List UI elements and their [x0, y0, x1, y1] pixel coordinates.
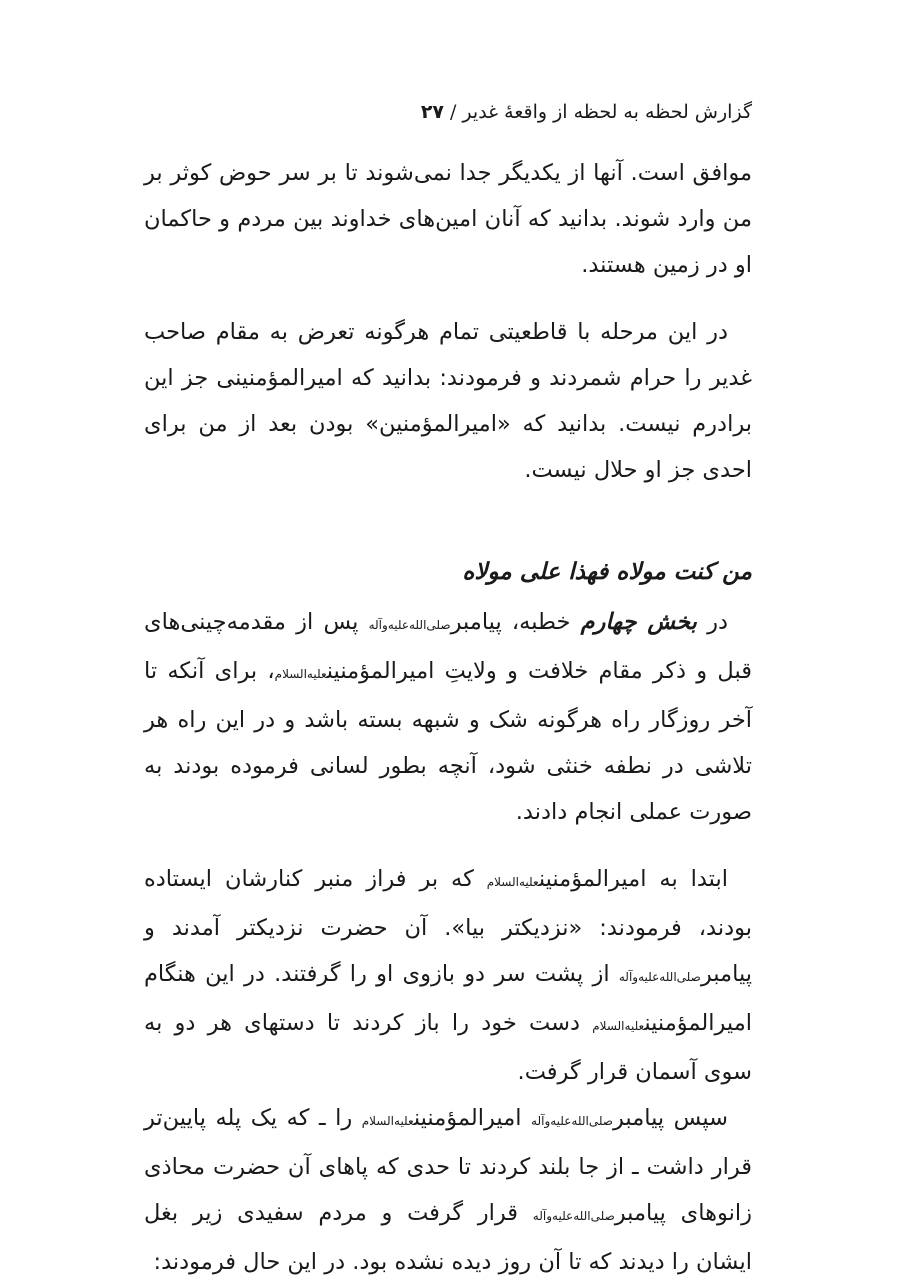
p5-text-b: امیرالمؤمنین [413, 1105, 522, 1131]
honorific: علیه‌السلام [274, 667, 327, 681]
paragraph-3 [144, 599, 752, 835]
paragraph-5 [144, 1095, 752, 1285]
p3-text-a: در [707, 609, 728, 635]
p5-text-a: سپس پیامبر [612, 1105, 728, 1131]
p3-bold-phrase: بخش چهارم [580, 609, 697, 635]
p3-text-d: ، برای آنکه تا آخر روزگار راه هرگونه شک و شبهه بسته باشد و در این راه هر تلاشی در نطفه خنثی شود، آنچه بطور لسانی فرموده بودند به صورت عملی انجام دادند. [144, 658, 752, 825]
p5-text-c: را ـ که یک پله پایین‌تر قرار داشت ـ از جا بلند کردند تا حدی که پاهای آن حضرت محاذی زانوهای پیامبر [144, 1105, 752, 1226]
paragraph-4 [144, 856, 752, 1095]
p4-text-b: که بر فراز منبر کنارشان ایستاده بودند، فرمودند: «نزدیکتر بیا». آن حضرت نزدیکتر آمدند و پیامبر [144, 866, 752, 987]
p3-text-c: پس از مقدمه‌چینی‌های قبل و ذکر مقام خلافت و ولایتِ امیرالمؤمنین [144, 609, 752, 684]
honorific: صلی‌الله‌علیه‌وآله [618, 970, 701, 984]
paragraph-1: موافق است. آنها از یکدیگر جدا نمی‌شوند تا بر سر حوض کوثر بر من وارد شوند. بدانید که آنان امین‌های خداوند بین مردم و حاکمان او در زمین هستند. [144, 160, 752, 278]
p3-text-b: خطبه، پیامبر [450, 609, 571, 635]
p4-text-a: ابتدا به امیرالمؤمنین [538, 866, 728, 892]
running-header [152, 96, 752, 128]
honorific: صلی‌الله‌علیه‌وآله [531, 1114, 613, 1128]
p4-text-d: دست خود را باز کردند تا دستهای هر دو به سوی آسمان قرار گرفت. [144, 1010, 752, 1085]
paragraph-2: در این مرحله با قاطعیتی تمام هرگونه تعرض به مقام صاحب غدیر را حرام شمردند و فرمودند: بدانید که امیرالمؤمنینی جز این برادرم نیست. بدانید که «امیرالمؤمنین» بودن بعد از من برای احدی جز او حلال نیست. [144, 319, 752, 483]
page-number: ۲۷ [420, 101, 445, 123]
header-separator: / [450, 101, 457, 123]
book-title: گزارش لحظه به لحظه از واقعهٔ غدیر [462, 101, 752, 123]
honorific: علیه‌السلام [486, 875, 539, 889]
p4-text-c: از پشت سر دو بازوی او را گرفتند. در این هنگام امیرالمؤمنین [144, 961, 753, 1036]
honorific: علیه‌السلام [592, 1019, 645, 1033]
p5-text-d: قرار گرفت و مردم سفیدی زیر بغل ایشان را دیدند که تا آن روز دیده نشده بود. در این حال فرمودند: [144, 1200, 752, 1275]
honorific: علیه‌السلام [361, 1114, 414, 1128]
body-text [144, 150, 752, 1285]
section-heading: من کنت مولاه فهذا علی مولاه [462, 559, 752, 585]
honorific: صلی‌الله‌علیه‌وآله [532, 1209, 615, 1223]
honorific: صلی‌الله‌علیه‌وآله [368, 618, 451, 632]
